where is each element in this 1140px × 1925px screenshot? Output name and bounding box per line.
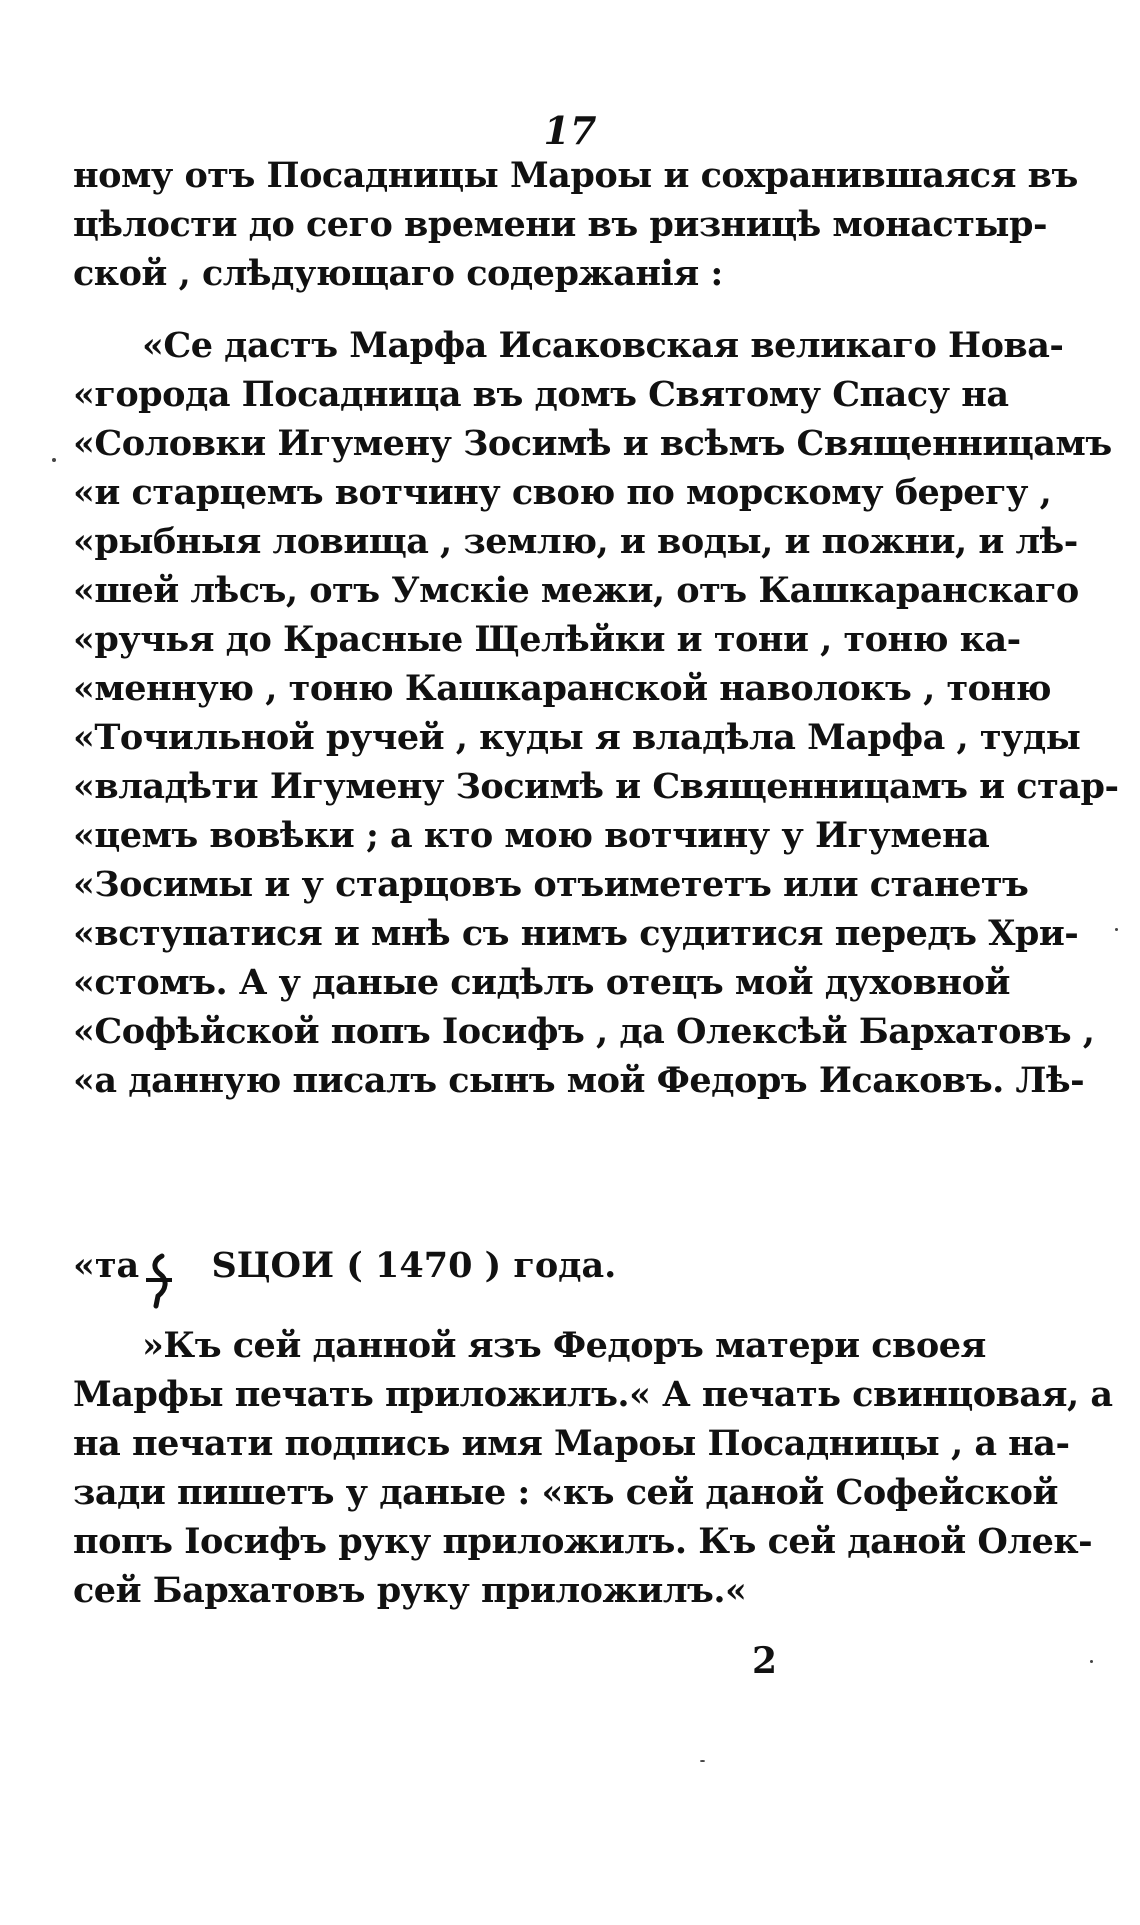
text-line: ному отъ Посадницы Мароы и сохранившаяся въ — [73, 155, 1078, 196]
text-line: «Се дастъ Марфа Исаковская великаго Нова- — [142, 325, 1064, 366]
text-line: «ручья до Красные Щелѣйки и тони , тоню ка- — [73, 619, 1021, 660]
titlo-sign-icon — [140, 1250, 180, 1310]
text-line: «владѣти Игумену Зосимѣ и Священницамъ и стар- — [73, 766, 1119, 807]
scan-speck — [1115, 928, 1118, 931]
page-number: 17 — [543, 108, 597, 153]
text-line: цѣлости до сего времени въ ризницѣ монастыр- — [73, 204, 1048, 245]
text-line: Марфы печать приложилъ.« А печать свинцовая, а — [73, 1374, 1113, 1415]
text-line: попъ Іосифъ руку приложилъ. Къ сей даной Олек- — [73, 1521, 1093, 1562]
text-line: «цемъ вовѣки ; а кто мою вотчину у Игумена — [73, 815, 990, 856]
cyrillic-numeral: ЅЦОИ — [211, 1245, 335, 1286]
text-line: «а данную писалъ сынъ мой Федоръ Исаковъ. Лѣ- — [73, 1060, 1085, 1101]
text-line: «города Посадница въ домъ Святому Спасу на — [73, 374, 1009, 415]
text-line: «рыбныя ловища , землю, и воды, и пожни, и лѣ- — [73, 521, 1078, 562]
text-line: «Софѣйской попъ Іосифъ , да Олексѣй Бархатовъ , — [73, 1011, 1095, 1052]
text-line: »Къ сей данной язъ Федоръ матери своея — [142, 1325, 986, 1366]
text-line: «менную , тоню Кашкаранской наволокъ , тоню — [73, 668, 1051, 709]
text-line: «вступатися и мнѣ съ нимъ судитися передъ Хри- — [73, 913, 1079, 954]
text-line: сей Бархатовъ руку приложилъ.« — [73, 1570, 747, 1611]
year-number: ( 1470 ) — [346, 1245, 502, 1286]
text-line: на печати подпись имя Мароы Посадницы , а на- — [73, 1423, 1070, 1464]
text-line: «шей лѣсъ, отъ Умскіе межи, отъ Кашкаранскаго — [73, 570, 1079, 611]
text-line: ской , слѣдующаго содержанія : — [73, 253, 723, 294]
year-prefix: «та — [73, 1245, 140, 1286]
text-line: «Зосимы и у старцовъ отъимететъ или станетъ — [73, 864, 1029, 905]
text-line: «и старцемъ вотчину свою по морскому берегу , — [73, 472, 1052, 513]
scan-speck — [700, 1760, 705, 1762]
year-suffix: года. — [513, 1245, 617, 1286]
text-line: «Соловки Игумену Зосимѣ и всѣмъ Священницамъ — [73, 423, 1112, 464]
signature-mark: 2 — [752, 1640, 778, 1682]
scan-speck — [1090, 1660, 1093, 1663]
text-line: зади пишетъ у даные : «къ сей даной Софейской — [73, 1472, 1058, 1513]
scan-speck — [52, 458, 56, 462]
text-line: «Точильной ручей , куды я владѣла Марфа , туды — [73, 717, 1081, 758]
text-line: «стомъ. А у даные сидѣлъ отецъ мой духовной — [73, 962, 1010, 1003]
